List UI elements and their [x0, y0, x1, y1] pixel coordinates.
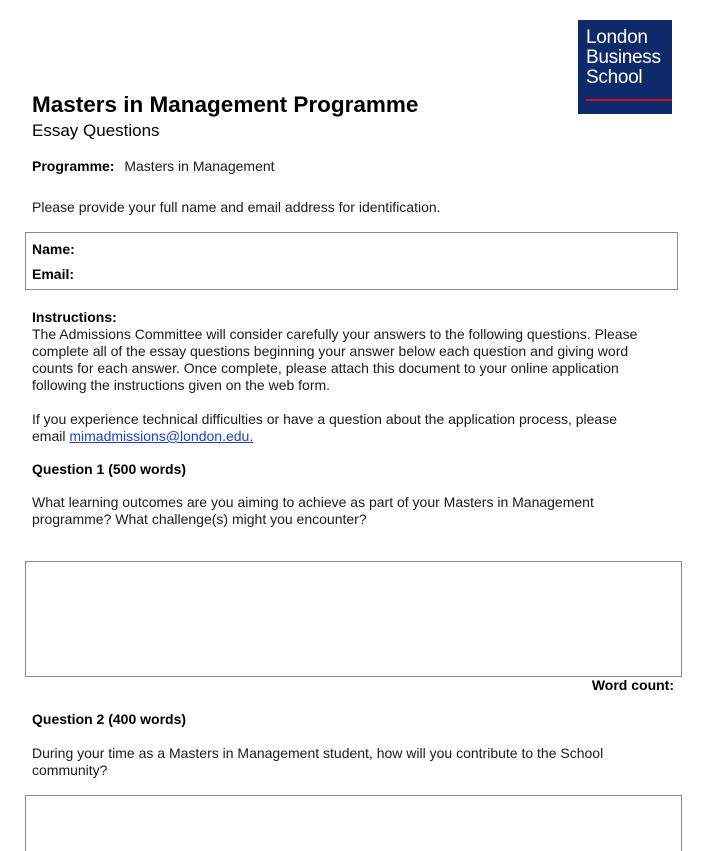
identification-intro: Please provide your full name and email address for identification. [32, 199, 441, 215]
question-2-text [32, 745, 652, 779]
instructions-line-2: complete all of the essay questions beginning your answer below each question and giving word [32, 343, 629, 359]
programme-row [32, 158, 275, 175]
question-1-text [32, 494, 652, 528]
instructions-block [32, 309, 682, 445]
instructions-line-1: The Admissions Committee will consider carefully your answers to the following questions. Please [32, 326, 638, 342]
identification-box[interactable] [25, 232, 678, 290]
instructions-line-3: counts for each answer. Once complete, please attach this document to your online application [32, 360, 619, 376]
page-title: Masters in Management Programme [32, 92, 419, 117]
admissions-email-link[interactable]: mimadmissions@london.edu. [69, 428, 254, 444]
programme-value: Masters in Management [124, 158, 275, 174]
logo-line-3: School [586, 67, 643, 88]
instructions-spacer [32, 394, 682, 411]
instructions-line-4: following the instructions given on the web form. [32, 377, 331, 393]
email-label: Email: [32, 266, 75, 282]
page-subtitle: Essay Questions [32, 121, 160, 140]
logo-accent-rule [586, 99, 672, 101]
question-1-answer-box[interactable] [25, 561, 682, 677]
question-1-line-2: programme? What challenge(s) might you encounter? [32, 511, 367, 527]
name-label: Name: [32, 241, 75, 257]
question-2-heading: Question 2 (400 words) [32, 711, 187, 727]
london-business-school-logo [578, 20, 672, 114]
instructions-heading: Instructions: [32, 309, 117, 325]
logo-line-1: London [586, 27, 648, 48]
programme-label: Programme: [32, 158, 115, 174]
question-2-answer-box[interactable] [25, 795, 682, 851]
logo-text [586, 28, 661, 88]
logo-line-2: Business [586, 47, 661, 68]
help-line-1: If you experience technical difficulties or have a question about the application process, please [32, 411, 617, 427]
question-1-word-count-label: Word count: [591, 677, 674, 693]
help-prefix: email [32, 428, 70, 444]
question-2-line-1: During your time as a Masters in Management student, how will you contribute to the School [32, 745, 604, 761]
question-1-line-1: What learning outcomes are you aiming to achieve as part of your Masters in Management [32, 494, 594, 510]
question-2-line-2: community? [32, 762, 108, 778]
help-line-2 [32, 428, 682, 445]
question-1-heading: Question 1 (500 words) [32, 461, 187, 477]
